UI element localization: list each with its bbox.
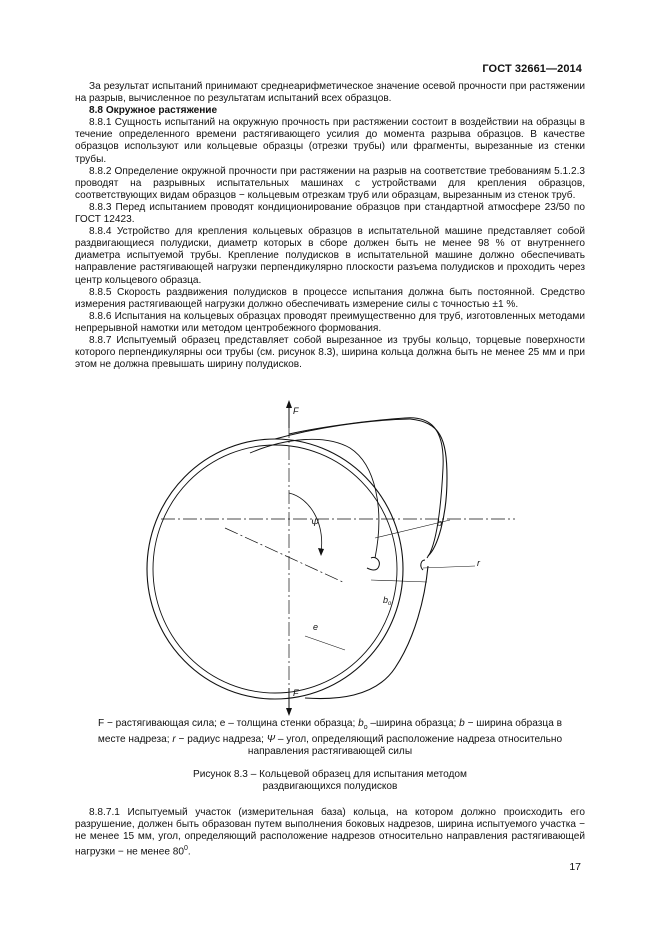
paragraph-intro: За результат испытаний принимают среднеарифметическое значение осевой прочности при растяжении на разрыв, вычисленное по результатам испытаний всех образцов. bbox=[75, 81, 585, 105]
figure-legend bbox=[60, 718, 600, 759]
paragraph-8-8-7-1: 8.8.7.1 Испытуемый участок (измерительная база) кольца, на котором должно происходить его разрушение, должен быть образован путем выполнения боковых надрезов, ширина испытуемого участка − не менее 15 мм, угол, определяющий расположение надрезов относительно направления растягивающей нагрузки − не менее $80^0$. bbox=[75, 807, 585, 858]
dimension-b-label: b bbox=[437, 518, 443, 528]
force-label-top: F bbox=[293, 406, 299, 416]
radius-label: r bbox=[477, 558, 480, 568]
dimension-b0-label: $b_о$ bbox=[383, 595, 392, 607]
ring-inner-front-edge bbox=[153, 445, 397, 693]
ring-inner-back-edge bbox=[250, 439, 379, 558]
paragraph-8-8-5: 8.8.5 Скорость раздвижения полудисков в процессе испытания должна быть постоянной. Средство измерения растягивающей нагрузки должно обеспечивать измерение силы с точностью ±1 %. bbox=[75, 286, 585, 310]
paragraph-8-8-4: 8.8.4 Устройство для крепления кольцевых образцов в испытательной машине представляет собой раздвигающиеся полудиски, диаметр которых в сборе должен быть не менее 98 % от внутреннего диаметра испытуемой трубы. Крепление полудисков в испытательной машине должно обеспечивать направление растягивающей нагрузки перпендикулярно плоскости разъема полудисков и проходить через центр кольцевого образца. bbox=[75, 226, 585, 286]
paragraph-8-8-1: 8.8.1 Сущность испытаний на окружную прочность при растяжении состоит в воздействии на образцы в течение определенного времени растягивающего усилия до момента разрыва образцов. В качестве образцов используют или кольцевые образцы (отрезки трубы) или фрагменты, вырезанные из стенки трубы. bbox=[75, 117, 585, 165]
ring-specimen-figure bbox=[75, 398, 585, 718]
ring-outer-front-edge bbox=[147, 439, 403, 699]
paragraph-8-8-6: 8.8.6 Испытания на кольцевых образцах проводят преимущественно для труб, изготовленных методами непрерывной намотки или методом центробежного формования. bbox=[75, 310, 585, 334]
force-arrowhead-top bbox=[286, 400, 292, 408]
caption-line-2: раздвигающихся полудисков bbox=[262, 781, 398, 793]
angle-label: Ψ bbox=[311, 518, 319, 528]
dimension-b0-line bbox=[371, 580, 427, 582]
wall-label: e bbox=[313, 622, 319, 632]
notch-axis bbox=[225, 528, 345, 583]
page-number: 17 bbox=[569, 861, 581, 873]
force-label-bottom: F bbox=[293, 688, 299, 698]
angle-arrowhead bbox=[318, 548, 324, 556]
ring-drawing bbox=[75, 398, 585, 718]
ring-top-band bbox=[275, 419, 410, 439]
legend-line-3: направления растягивающей силы bbox=[247, 746, 413, 758]
page-header: ГОСТ 32661—2014 bbox=[482, 63, 582, 75]
wall-leader bbox=[305, 636, 345, 650]
paragraph-8-8-7: 8.8.7 Испытуемый образец представляет собой вырезанное из трубы кольцо, торцевые поверхности которого перпендикулярны оси трубы (см. рисунок 8.3), ширина кольца должна быть не менее 25 мм и при этом не должна превышать ширину полудисков. bbox=[75, 334, 585, 371]
paragraph-8-8-2: 8.8.2 Определение окружной прочности при растяжении на разрыв на соответствие требованиям 5.1.2.3 проводят на разрывных испытательных машинах с устройствами для крепления образцов, соответствующих видам образцов − кольцевым отрезкам труб или образцам, вырезанным из стенок труб. bbox=[75, 165, 585, 201]
force-arrowhead-bottom bbox=[286, 708, 292, 716]
paragraph-8-8-3: 8.8.3 Перед испытанием проводят кондиционирование образцов при стандартной атмосфере 23/50 по ГОСТ 12423. bbox=[75, 201, 585, 226]
ring-lower-band bbox=[305, 566, 428, 699]
notch-left bbox=[367, 557, 379, 570]
notch-right bbox=[421, 560, 425, 570]
section-title: 8.8 Окружное растяжение bbox=[89, 105, 218, 117]
main-text bbox=[75, 81, 585, 371]
bottom-text bbox=[75, 807, 585, 859]
radius-leader bbox=[423, 566, 475, 568]
legend-line-2: месте надреза; r − радиус надреза; Ψ – угол, определяющий расположение надреза относительно bbox=[97, 734, 563, 746]
caption-line-1: Рисунок 8.3 – Кольцевой образец для испытания методом bbox=[193, 769, 467, 780]
ring-outer-back-edge bbox=[289, 418, 443, 558]
figure-caption bbox=[60, 769, 600, 793]
legend-line-1: F − растягивающая сила; е – толщина стенки образца; $b_о$ –ширина образца; b − ширина образца в bbox=[98, 718, 562, 732]
